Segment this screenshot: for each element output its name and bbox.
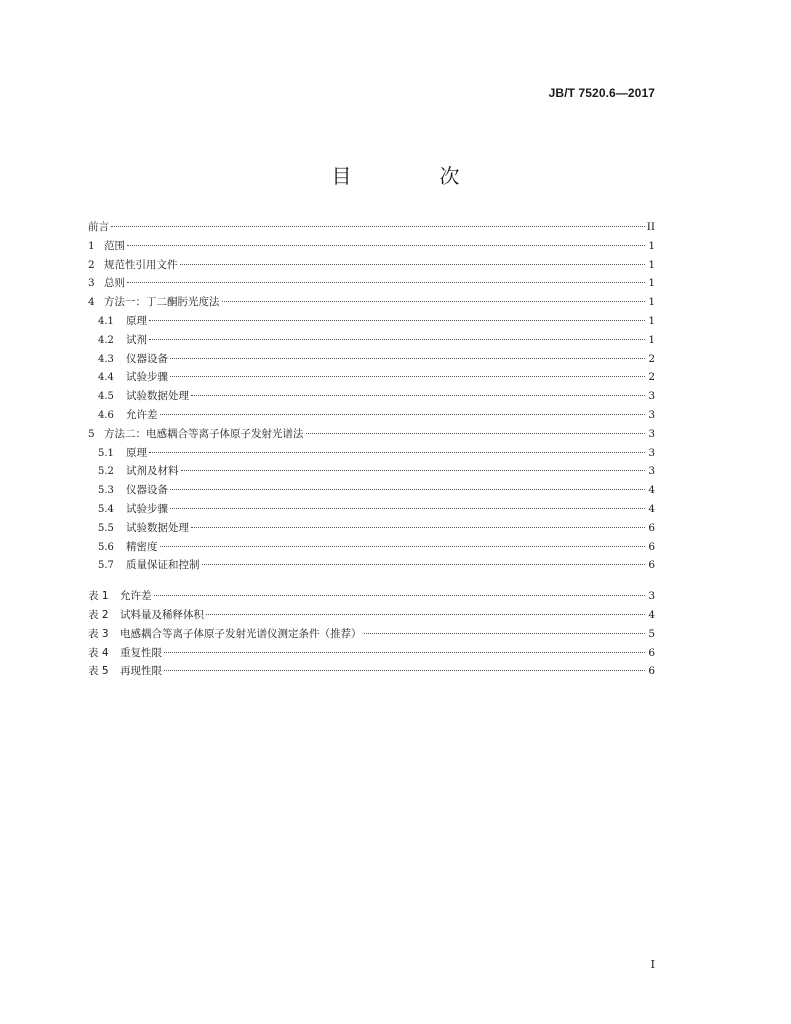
toc-entry-label: 质量保证和控制 — [126, 559, 200, 572]
toc-leader — [180, 264, 646, 265]
toc-entry-label: 方法二：电感耦合等离子体原子发射光谱法 — [104, 427, 304, 440]
toc-entry-label: 试剂 — [126, 333, 147, 346]
toc-entry-number: 4.1 — [98, 315, 114, 327]
toc-entry-number: 5 — [88, 427, 95, 440]
toc-entry-label: 试验步骤 — [126, 371, 168, 384]
toc-entry-subsection[interactable] — [88, 369, 655, 388]
toc-entry-subsection[interactable] — [88, 313, 655, 332]
toc-table-number: 表 4 — [88, 646, 109, 659]
toc-entry-page: 1 — [648, 296, 655, 309]
toc-entry-section[interactable] — [88, 257, 655, 276]
toc-entry-subsection[interactable] — [88, 388, 655, 407]
toc-entry-page: 3 — [648, 427, 655, 440]
toc-entry-label: 总则 — [104, 277, 125, 290]
page-title: 目 次 — [331, 164, 494, 188]
toc-entry-number: 4.4 — [98, 372, 114, 384]
toc-entry-page: 1 — [648, 277, 655, 290]
toc-entry-number: 4.2 — [98, 334, 114, 346]
toc-entry-page: 1 — [648, 239, 655, 252]
toc-leader — [149, 320, 645, 321]
toc-entry-section[interactable] — [88, 426, 655, 445]
toc-entry-number: 3 — [88, 277, 95, 290]
toc-entry-page: 3 — [648, 590, 655, 603]
toc-leader — [164, 652, 645, 653]
toc-entry-page: II — [646, 221, 655, 233]
toc-entry-number: 5.2 — [98, 466, 114, 478]
toc-entry-label: 试剂及材料 — [126, 465, 179, 478]
toc-entry-section[interactable] — [88, 238, 655, 257]
standard-code: JB/T 7520.6—2017 — [548, 86, 655, 100]
toc-entry-label: 前言 — [88, 221, 109, 233]
toc-entry-number: 1 — [88, 239, 95, 252]
toc-leader — [127, 245, 645, 246]
toc-entry-label: 试验步骤 — [126, 502, 168, 515]
toc-entry-label: 再现性限 — [120, 665, 162, 678]
toc-entry-subsection[interactable] — [88, 557, 655, 576]
toc-entry-page: 1 — [648, 333, 655, 346]
toc-leader — [149, 452, 645, 453]
toc-entry-number: 4.6 — [98, 409, 114, 421]
toc-entry-label: 原理 — [126, 446, 147, 459]
toc-entry-table[interactable] — [88, 663, 655, 682]
toc-leader — [149, 339, 645, 340]
toc-entry-label: 方法一：丁二酮肟光度法 — [104, 296, 220, 309]
toc-entry-subsection[interactable] — [88, 520, 655, 539]
toc-entry-subsection[interactable] — [88, 332, 655, 351]
toc-entry-page: 2 — [648, 352, 655, 365]
toc-entry-subsection[interactable] — [88, 539, 655, 558]
toc-leader — [111, 226, 645, 227]
toc-entry-section[interactable] — [88, 294, 655, 313]
toc-entry-page: 6 — [648, 540, 655, 553]
toc-entry-page: 4 — [648, 484, 655, 497]
toc-entry-label: 试验数据处理 — [126, 521, 189, 534]
toc-entry-number: 5.3 — [98, 485, 114, 497]
toc-leader — [154, 595, 646, 596]
toc-entry-section[interactable] — [88, 275, 655, 294]
toc-entry-number: 4 — [88, 296, 95, 309]
toc-entry-label: 精密度 — [126, 540, 158, 553]
toc-entry-page: 1 — [648, 258, 655, 271]
toc-entry-number: 4.3 — [98, 353, 114, 365]
toc-entry-number: 5.6 — [98, 541, 114, 553]
toc-leader — [181, 470, 646, 471]
toc-leader — [222, 301, 646, 302]
toc-entry-label: 原理 — [126, 314, 147, 327]
toc-entry-number: 5.5 — [98, 522, 114, 534]
toc-entry-number: 4.5 — [98, 391, 114, 403]
toc-entry-subsection[interactable] — [88, 463, 655, 482]
toc-entry-subsection[interactable] — [88, 445, 655, 464]
toc-leader — [364, 633, 646, 634]
toc-leader — [160, 546, 646, 547]
toc-entry-table[interactable] — [88, 607, 655, 626]
toc-leader — [202, 564, 646, 565]
toc-table-number: 表 3 — [88, 627, 109, 640]
toc-entry-subsection[interactable] — [88, 501, 655, 520]
page-number: I — [650, 958, 655, 971]
toc-entry-page: 6 — [648, 521, 655, 534]
toc-leader — [127, 282, 645, 283]
toc-entry-subsection[interactable] — [88, 407, 655, 426]
toc-entry-label: 仪器设备 — [126, 484, 168, 497]
toc-leader — [191, 527, 645, 528]
toc-entry-page: 6 — [648, 559, 655, 572]
toc-entry-table[interactable] — [88, 626, 655, 645]
table-of-contents — [88, 219, 655, 682]
toc-entry-page: 6 — [648, 646, 655, 659]
toc-leader — [170, 489, 645, 490]
toc-entry-page: 2 — [648, 371, 655, 384]
toc-table-number: 表 1 — [88, 590, 109, 603]
toc-leader — [164, 670, 645, 671]
toc-entry-label: 仪器设备 — [126, 352, 168, 365]
toc-entry-subsection[interactable] — [88, 482, 655, 501]
toc-entry-table[interactable] — [88, 588, 655, 607]
toc-leader — [306, 433, 646, 434]
toc-entry-number: 5.4 — [98, 503, 114, 515]
toc-entry-number: 5.1 — [98, 447, 114, 459]
toc-entry-label: 试验数据处理 — [126, 390, 189, 403]
toc-leader — [170, 376, 645, 377]
toc-leader — [160, 414, 646, 415]
toc-leader — [191, 395, 645, 396]
toc-entry-label: 规范性引用文件 — [104, 258, 178, 271]
toc-leader — [170, 358, 645, 359]
toc-entry-page: 4 — [648, 502, 655, 515]
toc-entry-page: 5 — [648, 627, 655, 640]
toc-entry-page: 3 — [648, 390, 655, 403]
toc-entry-subsection[interactable] — [88, 351, 655, 370]
toc-table-number: 表 2 — [88, 608, 109, 621]
toc-leader — [206, 614, 645, 615]
toc-entry-number: 5.7 — [98, 560, 114, 572]
toc-entry-foreword[interactable] — [88, 219, 655, 238]
toc-entry-page: 1 — [648, 314, 655, 327]
toc-entry-page: 3 — [648, 408, 655, 421]
toc-entry-label: 试料量及稀释体积 — [120, 608, 204, 621]
toc-entry-label: 允许差 — [126, 408, 158, 421]
toc-entry-page: 3 — [648, 446, 655, 459]
toc-table-number: 表 5 — [88, 665, 109, 678]
toc-entry-label: 允许差 — [120, 590, 152, 603]
toc-entry-label: 范围 — [104, 239, 125, 252]
toc-leader — [170, 508, 645, 509]
toc-entry-number: 2 — [88, 258, 95, 271]
toc-entry-table[interactable] — [88, 645, 655, 664]
toc-entry-page: 4 — [648, 608, 655, 621]
toc-entry-page: 3 — [648, 465, 655, 478]
toc-entry-page: 6 — [648, 665, 655, 678]
toc-entry-label: 重复性限 — [120, 646, 162, 659]
toc-entry-label: 电感耦合等离子体原子发射光谱仪测定条件（推荐） — [120, 627, 362, 640]
